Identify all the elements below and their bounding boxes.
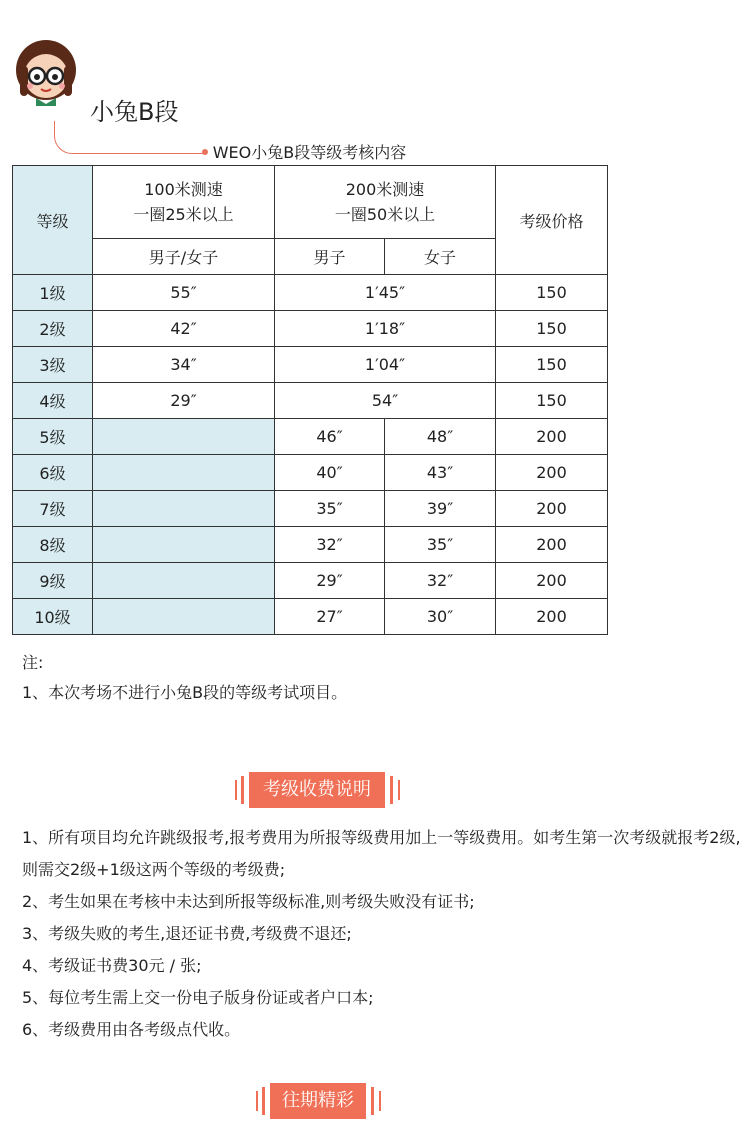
price-cell: 200 bbox=[496, 527, 608, 563]
table-row bbox=[13, 347, 608, 383]
notes bbox=[22, 648, 347, 708]
grade-cell: 10级 bbox=[13, 599, 93, 635]
banner-bar-left-outer bbox=[256, 1091, 258, 1111]
banner-bar-left-outer bbox=[235, 780, 237, 800]
grade-table bbox=[12, 165, 608, 635]
header-200m-line1: 200米测速 bbox=[345, 180, 425, 199]
time-200-cell: 1′18″ bbox=[275, 311, 496, 347]
male-time-cell: 29″ bbox=[275, 563, 385, 599]
time-200-cell: 1′45″ bbox=[275, 275, 496, 311]
table-row bbox=[13, 491, 608, 527]
header-200m-line2: 一圈50米以上 bbox=[334, 205, 436, 224]
price-cell: 200 bbox=[496, 599, 608, 635]
header-100m-line2: 一圈25米以上 bbox=[133, 205, 234, 224]
banner-bar-right-outer bbox=[398, 780, 400, 800]
price-cell: 150 bbox=[496, 347, 608, 383]
male-time-cell: 27″ bbox=[275, 599, 385, 635]
table-row bbox=[13, 383, 608, 419]
grade-cell: 7级 bbox=[13, 491, 93, 527]
girl-avatar-icon bbox=[10, 36, 82, 108]
male-time-cell: 40″ bbox=[275, 455, 385, 491]
header-sub-female: 女子 bbox=[385, 239, 496, 275]
header-grade: 等级 bbox=[13, 166, 93, 275]
past-section-title: 往期精彩 bbox=[270, 1083, 366, 1119]
header-price: 考级价格 bbox=[496, 166, 608, 275]
female-time-cell: 32″ bbox=[385, 563, 496, 599]
time-100-cell: 55″ bbox=[93, 275, 275, 311]
fee-rule-item: 1、所有项目均允许跳级报考,报考费用为所报等级费用加上一等级费用。如考生第一次考级就报考2级,则需交2级+1级这两个等级的考级费; bbox=[22, 828, 741, 879]
grade-cell: 1级 bbox=[13, 275, 93, 311]
price-cell: 200 bbox=[496, 455, 608, 491]
banner-bar-left-inner bbox=[241, 776, 244, 804]
fee-section-banner bbox=[235, 772, 403, 808]
banner-bar-left-inner bbox=[262, 1087, 265, 1115]
grade-cell: 2级 bbox=[13, 311, 93, 347]
fee-rule-item: 6、考级费用由各考级点代收。 bbox=[22, 1020, 241, 1039]
section-header bbox=[10, 36, 220, 128]
banner-bar-right-outer bbox=[379, 1091, 381, 1111]
empty-cell bbox=[93, 419, 275, 455]
empty-cell bbox=[93, 455, 275, 491]
time-100-cell: 34″ bbox=[93, 347, 275, 383]
male-time-cell: 35″ bbox=[275, 491, 385, 527]
female-time-cell: 48″ bbox=[385, 419, 496, 455]
fee-section-title: 考级收费说明 bbox=[249, 772, 385, 808]
table-row bbox=[13, 311, 608, 347]
grade-cell: 8级 bbox=[13, 527, 93, 563]
female-time-cell: 30″ bbox=[385, 599, 496, 635]
fee-rule-item: 2、考生如果在考核中未达到所报等级标准,则考级失败没有证书; bbox=[22, 892, 475, 911]
price-cell: 150 bbox=[496, 275, 608, 311]
past-section-banner bbox=[256, 1083, 384, 1119]
grade-cell: 6级 bbox=[13, 455, 93, 491]
male-time-cell: 32″ bbox=[275, 527, 385, 563]
price-cell: 200 bbox=[496, 563, 608, 599]
empty-cell bbox=[93, 563, 275, 599]
grade-cell: 5级 bbox=[13, 419, 93, 455]
table-row bbox=[13, 527, 608, 563]
notes-label: 注: bbox=[22, 653, 44, 672]
price-cell: 150 bbox=[496, 383, 608, 419]
fee-rule-item: 5、每位考生需上交一份电子版身份证或者户口本; bbox=[22, 988, 374, 1007]
time-200-cell: 1′04″ bbox=[275, 347, 496, 383]
price-cell: 200 bbox=[496, 419, 608, 455]
banner-bar-right-inner bbox=[390, 776, 393, 804]
fee-rule-item: 3、考级失败的考生,退还证书费,考级费不退还; bbox=[22, 924, 352, 943]
section-title: 小兔B段 bbox=[90, 98, 179, 126]
time-200-cell: 54″ bbox=[275, 383, 496, 419]
female-time-cell: 39″ bbox=[385, 491, 496, 527]
notes-item: 1、本次考场不进行小兔B段的等级考试项目。 bbox=[22, 683, 348, 702]
table-row bbox=[13, 563, 608, 599]
table-row bbox=[13, 599, 608, 635]
header-100m-line1: 100米测速 bbox=[144, 180, 223, 199]
fee-rules bbox=[22, 822, 747, 1046]
header-100m bbox=[93, 166, 275, 239]
price-cell: 200 bbox=[496, 491, 608, 527]
table-row bbox=[13, 419, 608, 455]
price-cell: 150 bbox=[496, 311, 608, 347]
time-100-cell: 42″ bbox=[93, 311, 275, 347]
empty-cell bbox=[93, 599, 275, 635]
fee-rule-item: 4、考级证书费30元 / 张; bbox=[22, 956, 202, 975]
table-row bbox=[13, 455, 608, 491]
male-time-cell: 46″ bbox=[275, 419, 385, 455]
female-time-cell: 35″ bbox=[385, 527, 496, 563]
table-row bbox=[13, 275, 608, 311]
grade-cell: 3级 bbox=[13, 347, 93, 383]
grade-cell: 9级 bbox=[13, 563, 93, 599]
header-200m bbox=[275, 166, 496, 239]
empty-cell bbox=[93, 527, 275, 563]
header-sub-male: 男子 bbox=[275, 239, 385, 275]
banner-bar-right-inner bbox=[371, 1087, 374, 1115]
header-sub-100: 男子/女子 bbox=[93, 239, 275, 275]
female-time-cell: 43″ bbox=[385, 455, 496, 491]
table-title: WEO小兔B段等级考核内容 bbox=[212, 143, 407, 162]
grade-cell: 4级 bbox=[13, 383, 93, 419]
time-100-cell: 29″ bbox=[93, 383, 275, 419]
empty-cell bbox=[93, 491, 275, 527]
